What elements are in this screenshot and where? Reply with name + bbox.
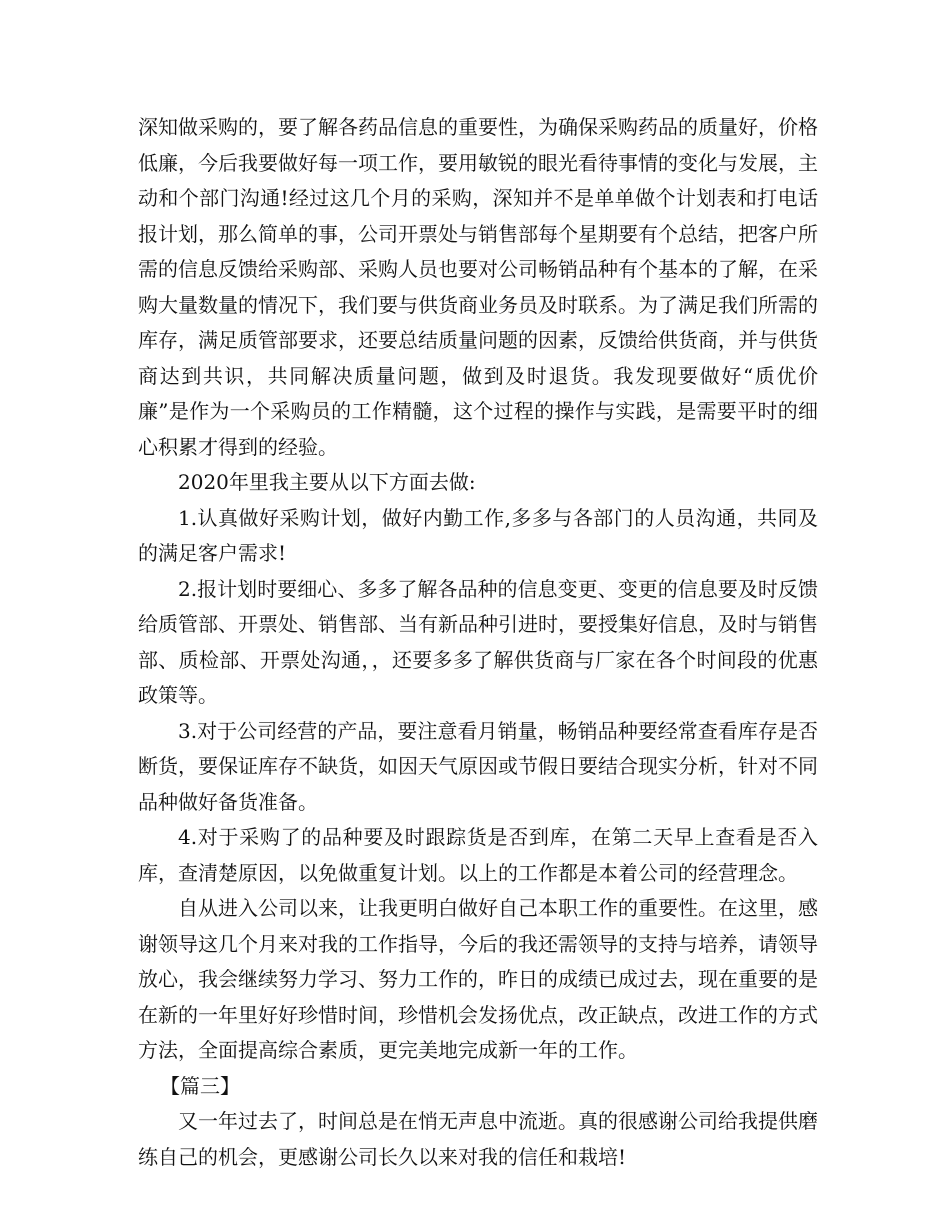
paragraph-plan-item-1: 1.认真做好采购计划，做好内勤工作,多多与各部门的人员沟通，共同及的满足客户需求! [138, 505, 818, 565]
paragraph-plan-item-3: 3.对于公司经营的产品，要注意看月销量，畅销品种要经常查看库存是否断货，要保证库存不缺货，如因天气原因或节假日要结合现实分析，针对不同品种做好备货准备。 [138, 718, 818, 814]
paragraph-procurement-experience: 深知做采购的，要了解各药品信息的重要性，为确保采购药品的质量好，价格低廉，今后我要做好每一项工作，要用敏锐的眼光看待事情的变化与发展，主动和个部门沟通!经过这几个月的采购，深知并不是单单做个计划表和打电话报计划，那么简单的事，公司开票处与销售部每个星期要有个总结，把客户所需的信息反馈给采购部、采购人员也要对公司畅销品种有个基本的了解，在采购大量数量的情况下，我们要与供货商业务员及时联系。为了满足我们所需的库存，满足质管部要求，还要总结质量问题的因素，反馈给供货商，并与供货商达到共识，共同解决质量问题，做到及时退货。我发现要做好“质优价廉”是作为一个采购员的工作精髓，这个过程的操作与实践，是需要平时的细心积累才得到的经验。 [138, 115, 818, 459]
paragraph-2020-plan-intro: 2020年里我主要从以下方面去做: [178, 470, 476, 494]
section-heading: 【篇三】 [160, 1073, 240, 1098]
paragraph-plan-item-2: 2.报计划时要细心、多多了解各品种的信息变更、变更的信息要及时反馈给质管部、开票处、销售部、当有新品种引进时，要授集好信息，及时与销售部、质检部、开票处沟通，，还要多多了解供货商与厂家在各个时间段的优惠政策等。 [138, 576, 818, 707]
paragraph-plan-item-4: 4.对于采购了的品种要及时跟踪货是否到库，在第二天早上查看是否入库，查清楚原因，以免做重复计划。以上的工作都是本着公司的经营理念。 [138, 825, 818, 885]
body-text [138, 110, 818, 1175]
paragraph-closing: 又一年过去了，时间总是在悄无声息中流逝。真的很感谢公司给我提供磨练自己的机会，更感谢公司长久以来对我的信任和栽培! [138, 1109, 818, 1169]
paragraph-gratitude: 自从进入公司以来，让我更明白做好自己本职工作的重要性。在这里，感谢领导这几个月来对我的工作指导，今后的我还需领导的支持与培养，请领导放心，我会继续努力学习、努力工作的，昨日的成绩已成过去，现在重要的是在新的一年里好好珍惜时间，珍惜机会发扬优点，改正缺点，改进工作的方式方法，全面提高综合素质，更完美地完成新一年的工作。 [138, 896, 818, 1062]
